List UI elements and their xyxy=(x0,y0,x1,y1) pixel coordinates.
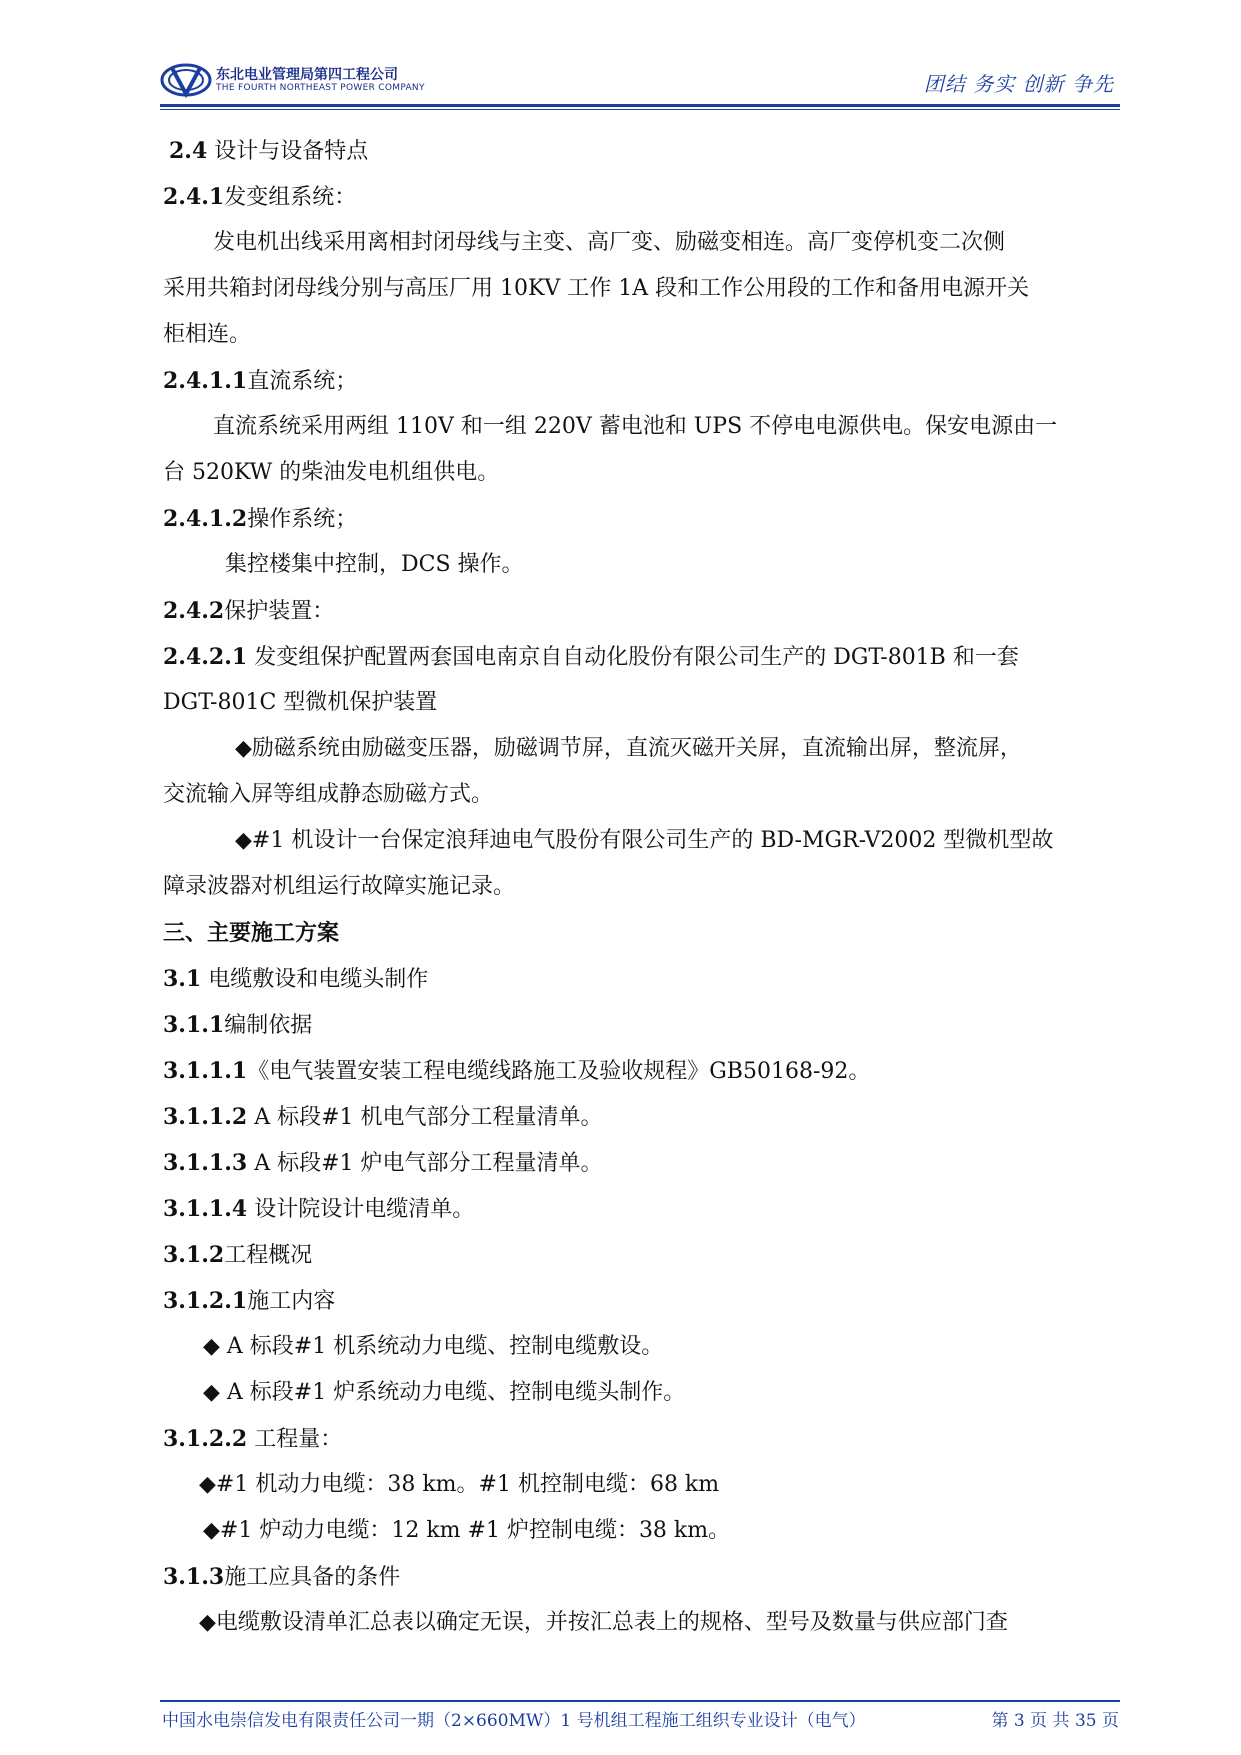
line-text: 施工内容 xyxy=(247,1289,336,1314)
section-number: 三、主要施工方案 xyxy=(163,920,340,946)
text-line xyxy=(163,864,1115,910)
section-number: 3.1.1.4 xyxy=(163,1196,248,1222)
text-line xyxy=(163,1232,1115,1278)
line-text: ◆#1 机动力电缆：38 km。#1 机控制电缆：68 km xyxy=(199,1472,720,1497)
line-text: 发变组系统： xyxy=(224,185,357,210)
line-text: 直流系统； xyxy=(247,369,358,394)
page-header xyxy=(160,60,1120,104)
footer-title: 中国水电崇信发电有限责任公司一期（2×660MW）1 号机组工程施工组织专业设计（电气） xyxy=(162,1711,866,1731)
text-line xyxy=(163,174,1115,220)
text-line xyxy=(163,266,1115,312)
text-line xyxy=(163,220,1115,266)
section-number: 3.1.2.2 xyxy=(163,1426,248,1452)
line-text: 电缆敷设和电缆头制作 xyxy=(201,967,429,992)
line-text: 交流输入屏等组成静态励磁方式。 xyxy=(163,782,494,807)
line-text: 发变组保护配置两套国电南京自自动化股份有限公司生产的 DGT-801B 和一套 xyxy=(247,645,1019,670)
text-line xyxy=(163,128,1115,174)
section-number: 3.1 xyxy=(163,966,202,992)
section-number: 2.4.2.1 xyxy=(163,644,248,670)
line-text: 台 520KW 的柴油发电机组供电。 xyxy=(163,460,500,485)
text-line xyxy=(163,1370,1115,1416)
section-number: 2.4.1 xyxy=(163,184,225,210)
header-rule xyxy=(160,104,1120,107)
text-line xyxy=(163,1554,1115,1600)
line-text: 集控楼集中控制，DCS 操作。 xyxy=(225,552,524,577)
document-body xyxy=(163,128,1115,1646)
text-line xyxy=(163,726,1115,772)
section-number: 3.1.1 xyxy=(163,1012,225,1038)
line-text: A 标段#1 机电气部分工程量清单。 xyxy=(247,1105,603,1130)
company-logo-icon xyxy=(160,62,212,98)
line-text: 障录波器对机组运行故障实施记录。 xyxy=(163,874,516,899)
text-line xyxy=(163,1278,1115,1324)
text-line xyxy=(163,956,1115,1002)
text-line xyxy=(163,772,1115,818)
text-line xyxy=(163,542,1115,588)
line-text: 直流系统采用两组 110V 和一组 220V 蓄电池和 UPS 不停电电源供电。保安电源由一 xyxy=(213,414,1058,439)
text-line xyxy=(163,680,1115,726)
section-number: 2.4 xyxy=(169,138,208,164)
footer-rule xyxy=(160,1700,1120,1702)
section-number: 2.4.1.1 xyxy=(163,368,248,394)
section-number: 2.4.2 xyxy=(163,598,225,624)
text-line xyxy=(163,1002,1115,1048)
line-text: ◆励磁系统由励磁变压器，励磁调节屏，直流灭磁开关屏，直流输出屏，整流屏， xyxy=(235,736,1022,761)
company-name-en: THE FOURTH NORTHEAST POWER COMPANY xyxy=(216,83,425,93)
line-text: 设计院设计电缆清单。 xyxy=(247,1197,475,1222)
text-line xyxy=(163,818,1115,864)
text-line xyxy=(163,634,1115,680)
text-line xyxy=(163,1416,1115,1462)
section-number: 3.1.1.2 xyxy=(163,1104,248,1130)
text-line xyxy=(163,358,1115,404)
text-line xyxy=(163,1186,1115,1232)
line-text: ◆电缆敷设清单汇总表以确定无误，并按汇总表上的规格、型号及数量与供应部门查 xyxy=(199,1610,1008,1635)
line-text: 保护装置： xyxy=(224,599,335,624)
section-number: 3.1.2 xyxy=(163,1242,225,1268)
line-text: 施工应具备的条件 xyxy=(224,1565,401,1590)
section-number: 3.1.3 xyxy=(163,1564,225,1590)
company-slogan: 团结 务实 创新 争先 xyxy=(923,72,1114,96)
section-number: 2.4.1.2 xyxy=(163,506,248,532)
line-text: 工程概况 xyxy=(224,1243,313,1268)
line-text: 操作系统； xyxy=(247,507,358,532)
text-line xyxy=(163,910,1115,956)
text-line xyxy=(163,404,1115,450)
line-text: 编制依据 xyxy=(224,1013,313,1038)
line-text: ◆ A 标段#1 机系统动力电缆、控制电缆敷设。 xyxy=(203,1334,664,1359)
line-text: ◆ A 标段#1 炉系统动力电缆、控制电缆头制作。 xyxy=(203,1380,686,1405)
section-number: 3.1.1.3 xyxy=(163,1150,248,1176)
line-text: 发电机出线采用离相封闭母线与主变、高厂变、励磁变相连。高厂变停机变二次侧 xyxy=(213,230,1006,255)
text-line xyxy=(163,1462,1115,1508)
section-number: 3.1.2.1 xyxy=(163,1288,248,1314)
line-text: 设计与设备特点 xyxy=(207,139,369,164)
line-text: 采用共箱封闭母线分别与高压厂用 10KV 工作 1A 段和工作公用段的工作和备用电源开关 xyxy=(163,276,1030,301)
line-text: A 标段#1 炉电气部分工程量清单。 xyxy=(247,1151,603,1176)
text-line xyxy=(163,1600,1115,1646)
text-line xyxy=(163,1324,1115,1370)
text-line xyxy=(163,1094,1115,1140)
section-number: 3.1.1.1 xyxy=(163,1058,248,1084)
text-line xyxy=(163,1048,1115,1094)
line-text: 柜相连。 xyxy=(163,322,252,347)
line-text: DGT-801C 型微机保护装置 xyxy=(163,690,438,715)
line-text: ◆#1 机设计一台保定浪拜迪电气股份有限公司生产的 BD-MGR-V2002 型微机型故 xyxy=(235,828,1054,853)
text-line xyxy=(163,450,1115,496)
line-text: 工程量： xyxy=(247,1427,343,1452)
text-line xyxy=(163,588,1115,634)
text-line xyxy=(163,1508,1115,1554)
page-number: 第 3 页 共 35 页 xyxy=(991,1711,1119,1731)
text-line xyxy=(163,496,1115,542)
text-line xyxy=(163,1140,1115,1186)
line-text: 《电气装置安装工程电缆线路施工及验收规程》GB50168-92。 xyxy=(247,1059,871,1084)
company-name-cn: 东北电业管理局第四工程公司 xyxy=(216,67,398,83)
line-text: ◆#1 炉动力电缆：12 km #1 炉控制电缆：38 km。 xyxy=(203,1518,731,1543)
text-line xyxy=(163,312,1115,358)
header-rule-thin xyxy=(160,109,1120,110)
